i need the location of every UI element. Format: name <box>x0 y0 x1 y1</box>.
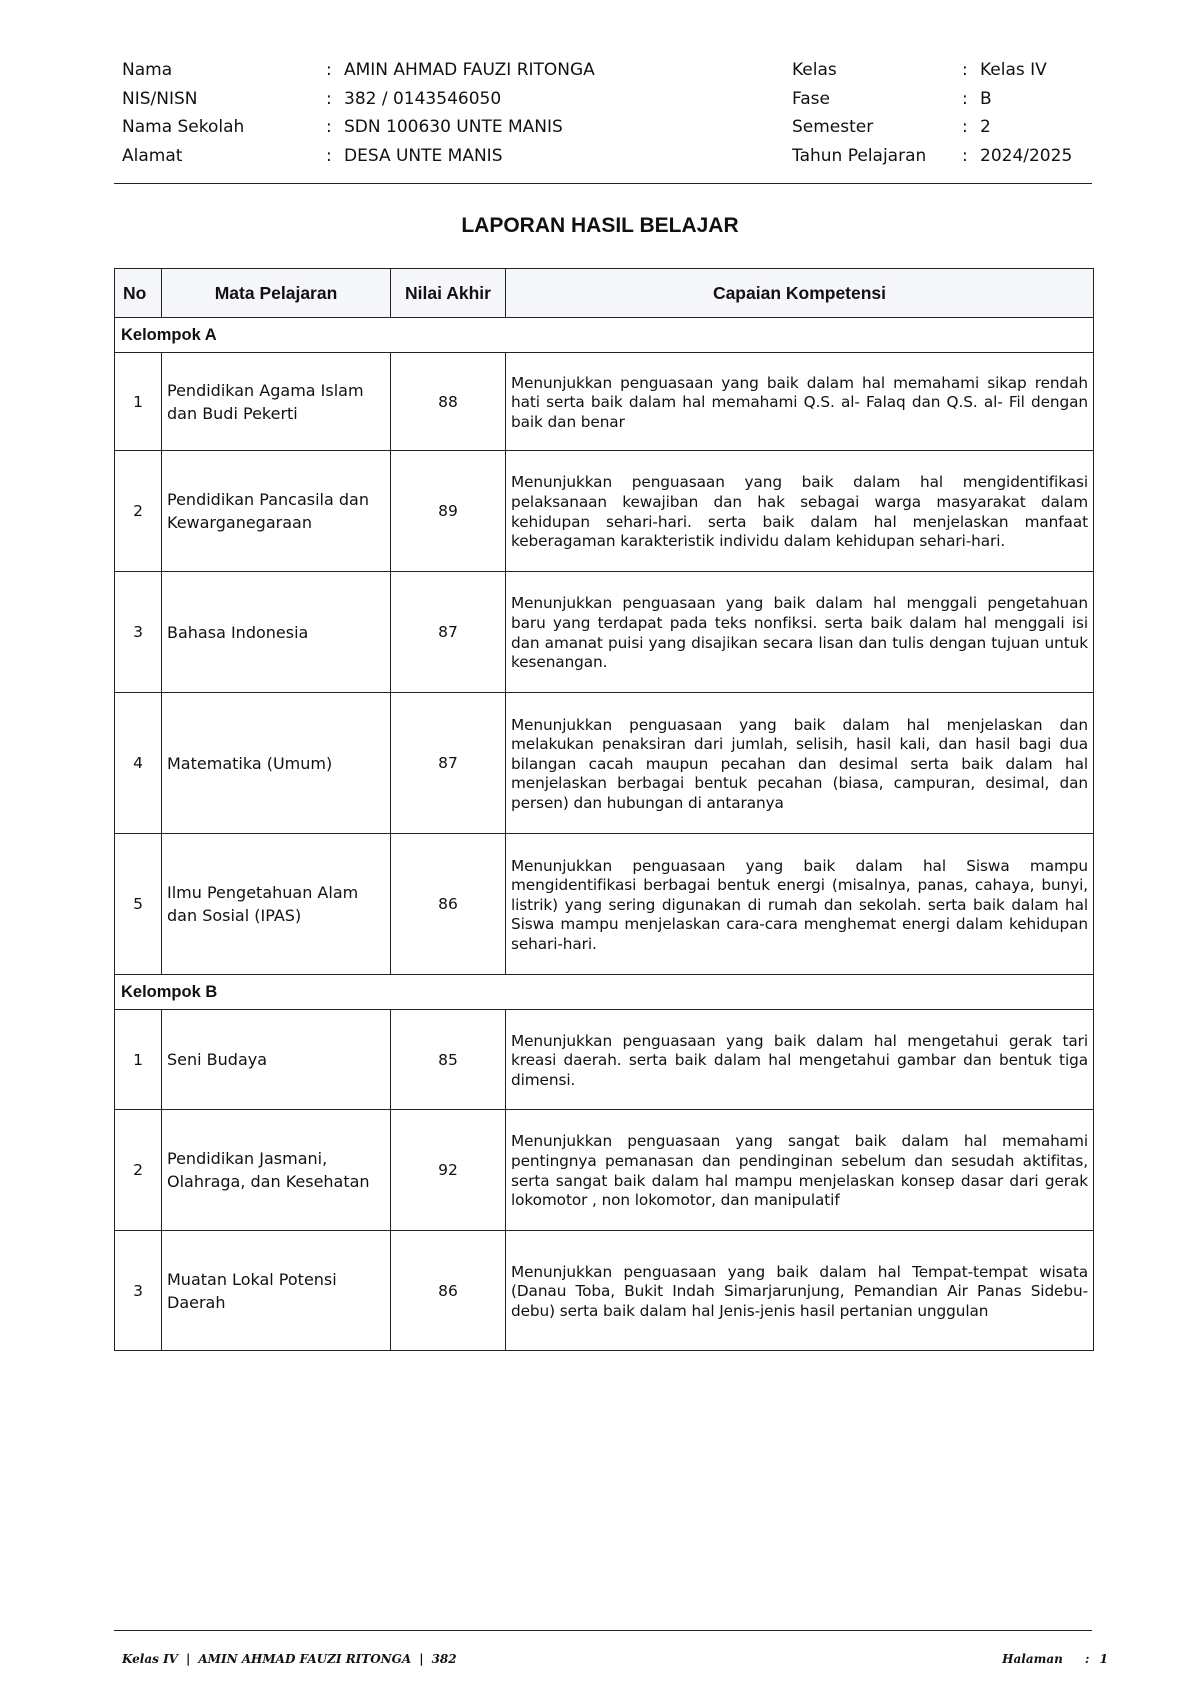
competency-description: Menunjukkan penguasaan yang baik dalam hal Tempat-tempat wisata (Danau Toba, Bukit Indah Simarjarunjung, Pemandian Air Panas Sidebu-debu) serta baik dalam hal Jenis-jenis hasil pertanian unggulan <box>506 1231 1094 1351</box>
final-score: 89 <box>391 451 506 572</box>
competency-description: Menunjukkan penguasaan yang baik dalam hal mengidentifikasi pelaksanaan kewajiban dan hak sebagai warga masyarakat dalam kehidupan sehari-hari. serta baik dalam hal menjelaskan manfaat keberagaman karakteristik individu dalam kehidupan sehari-hari. <box>506 451 1094 572</box>
footer-separator: | <box>186 1652 191 1666</box>
value-nama-sekolah: SDN 100630 UNTE MANIS <box>344 117 563 137</box>
table-row <box>115 834 1094 975</box>
colon: : <box>962 88 968 109</box>
subject-name: Bahasa Indonesia <box>162 572 391 693</box>
competency-description: Menunjukkan penguasaan yang baik dalam hal memahami sikap rendah hati serta baik dalam hal memahami Q.S. al- Falaq dan Q.S. al- Fil dengan baik dan benar <box>506 353 1094 451</box>
subject-name: Pendidikan Jasmani, Olahraga, dan Kesehatan <box>162 1110 391 1231</box>
footer-page-colon: : <box>1085 1652 1090 1666</box>
value-semester: 2 <box>980 117 991 137</box>
colon: : <box>326 60 332 80</box>
final-score: 86 <box>391 1231 506 1351</box>
group-label-b: Kelompok B <box>115 975 1094 1010</box>
table-row <box>115 693 1094 834</box>
header-divider <box>114 183 1092 184</box>
footer-nis: 382 <box>431 1652 457 1666</box>
value-nis: 382 / 0143546050 <box>344 88 502 109</box>
table-header-row <box>115 269 1094 318</box>
value-tahun-pelajaran: 2024/2025 <box>980 145 1073 166</box>
row-number: 1 <box>115 353 162 451</box>
label-fase: Fase <box>792 88 830 109</box>
competency-description: Menunjukkan penguasaan yang sangat baik dalam hal memahami pentingnya pemanasan dan pendinginan sebelum dan sesudah aktifitas, serta sangat baik dalam hal mampu menjelaskan konsep dasar dari gerak lokomotor , non lokomotor, dan manipulatif <box>506 1110 1094 1231</box>
subject-name: Matematika (Umum) <box>162 693 391 834</box>
student-info-header <box>122 56 1094 170</box>
group-label-a: Kelompok A <box>115 318 1094 353</box>
final-score: 92 <box>391 1110 506 1231</box>
footer-class: Kelas IV <box>122 1652 178 1666</box>
subject-name: Muatan Lokal Potensi Daerah <box>162 1231 391 1351</box>
label-nama: Nama <box>122 60 173 80</box>
grades-table <box>114 268 1094 1351</box>
label-tahun-pelajaran: Tahun Pelajaran <box>792 145 927 166</box>
table-row <box>115 1110 1094 1231</box>
footer-student-name: AMIN AHMAD FAUZI RITONGA <box>198 1652 412 1666</box>
row-number: 2 <box>115 451 162 572</box>
label-alamat: Alamat <box>122 145 183 166</box>
label-nama-sekolah: Nama Sekolah <box>122 117 245 137</box>
subject-name: Pendidikan Pancasila dan Kewarganegaraan <box>162 451 391 572</box>
competency-description: Menunjukkan penguasaan yang baik dalam hal menjelaskan dan melakukan penaksiran dari jumlah, selisih, hasil kali, dan hasil bagi dua bilangan cacah maupun pecahan dan desimal serta baik dalam hal menjelaskan berbagai bentuk pecahan (biasa, campuran, desimal, dan persen) dan hubungan di antaranya <box>506 693 1094 834</box>
table-row <box>115 451 1094 572</box>
info-row-sekolah <box>122 113 1094 142</box>
table-row <box>115 572 1094 693</box>
colon: : <box>326 145 332 166</box>
label-nis: NIS/NISN <box>122 88 198 109</box>
colon: : <box>962 117 968 137</box>
value-nama: AMIN AHMAD FAUZI RITONGA <box>344 60 595 80</box>
table-row <box>115 1231 1094 1351</box>
column-header-nilai-akhir: Nilai Akhir <box>391 269 506 318</box>
subject-name: Ilmu Pengetahuan Alam dan Sosial (IPAS) <box>162 834 391 975</box>
footer-separator: | <box>419 1652 424 1666</box>
info-row-alamat <box>122 142 1094 171</box>
info-row-nama <box>122 56 1094 85</box>
info-row-nis <box>122 85 1094 114</box>
value-kelas: Kelas IV <box>980 60 1047 80</box>
colon: : <box>962 60 968 80</box>
colon: : <box>326 88 332 109</box>
label-semester: Semester <box>792 117 874 137</box>
final-score: 87 <box>391 693 506 834</box>
table-row <box>115 1010 1094 1110</box>
report-title: LAPORAN HASIL BELAJAR <box>461 214 739 237</box>
table-row <box>115 353 1094 451</box>
group-row <box>115 975 1094 1010</box>
column-header-mata-pelajaran: Mata Pelajaran <box>162 269 391 318</box>
final-score: 88 <box>391 353 506 451</box>
colon: : <box>326 117 332 137</box>
final-score: 85 <box>391 1010 506 1110</box>
row-number: 4 <box>115 693 162 834</box>
colon: : <box>962 145 968 166</box>
footer-page-number: 1 <box>1099 1652 1108 1666</box>
label-kelas: Kelas <box>792 60 837 80</box>
column-header-no: No <box>115 269 162 318</box>
footer-page-label: Halaman <box>1002 1652 1063 1666</box>
row-number: 5 <box>115 834 162 975</box>
final-score: 87 <box>391 572 506 693</box>
row-number: 1 <box>115 1010 162 1110</box>
competency-description: Menunjukkan penguasaan yang baik dalam hal menggali pengetahuan baru yang terdapat pada teks nonfiksi. serta baik dalam hal menggali isi dan amanat puisi yang disajikan secara lisan dan tulis dengan tujuan untuk kesenangan. <box>506 572 1094 693</box>
value-alamat: DESA UNTE MANIS <box>344 145 503 166</box>
footer-student-info <box>122 1652 457 1666</box>
subject-name: Pendidikan Agama Islam dan Budi Pekerti <box>162 353 391 451</box>
row-number: 3 <box>115 572 162 693</box>
footer-page-info <box>1002 1652 1108 1666</box>
column-header-capaian-kompetensi: Capaian Kompetensi <box>506 269 1094 318</box>
competency-description: Menunjukkan penguasaan yang baik dalam hal mengetahui gerak tari kreasi daerah. serta baik dalam hal mengetahui gambar dan bentuk tiga dimensi. <box>506 1010 1094 1110</box>
final-score: 86 <box>391 834 506 975</box>
footer-divider <box>114 1630 1092 1631</box>
group-row <box>115 318 1094 353</box>
row-number: 2 <box>115 1110 162 1231</box>
subject-name: Seni Budaya <box>162 1010 391 1110</box>
competency-description: Menunjukkan penguasaan yang baik dalam hal Siswa mampu mengidentifikasi berbagai bentuk energi (misalnya, panas, cahaya, bunyi, listrik) yang sering digunakan di rumah dan sekolah. serta baik dalam hal Siswa mampu menjelaskan cara-cara menghemat energi dalam kehidupan sehari-hari. <box>506 834 1094 975</box>
row-number: 3 <box>115 1231 162 1351</box>
page-footer <box>122 1652 1108 1672</box>
value-fase: B <box>980 88 992 109</box>
